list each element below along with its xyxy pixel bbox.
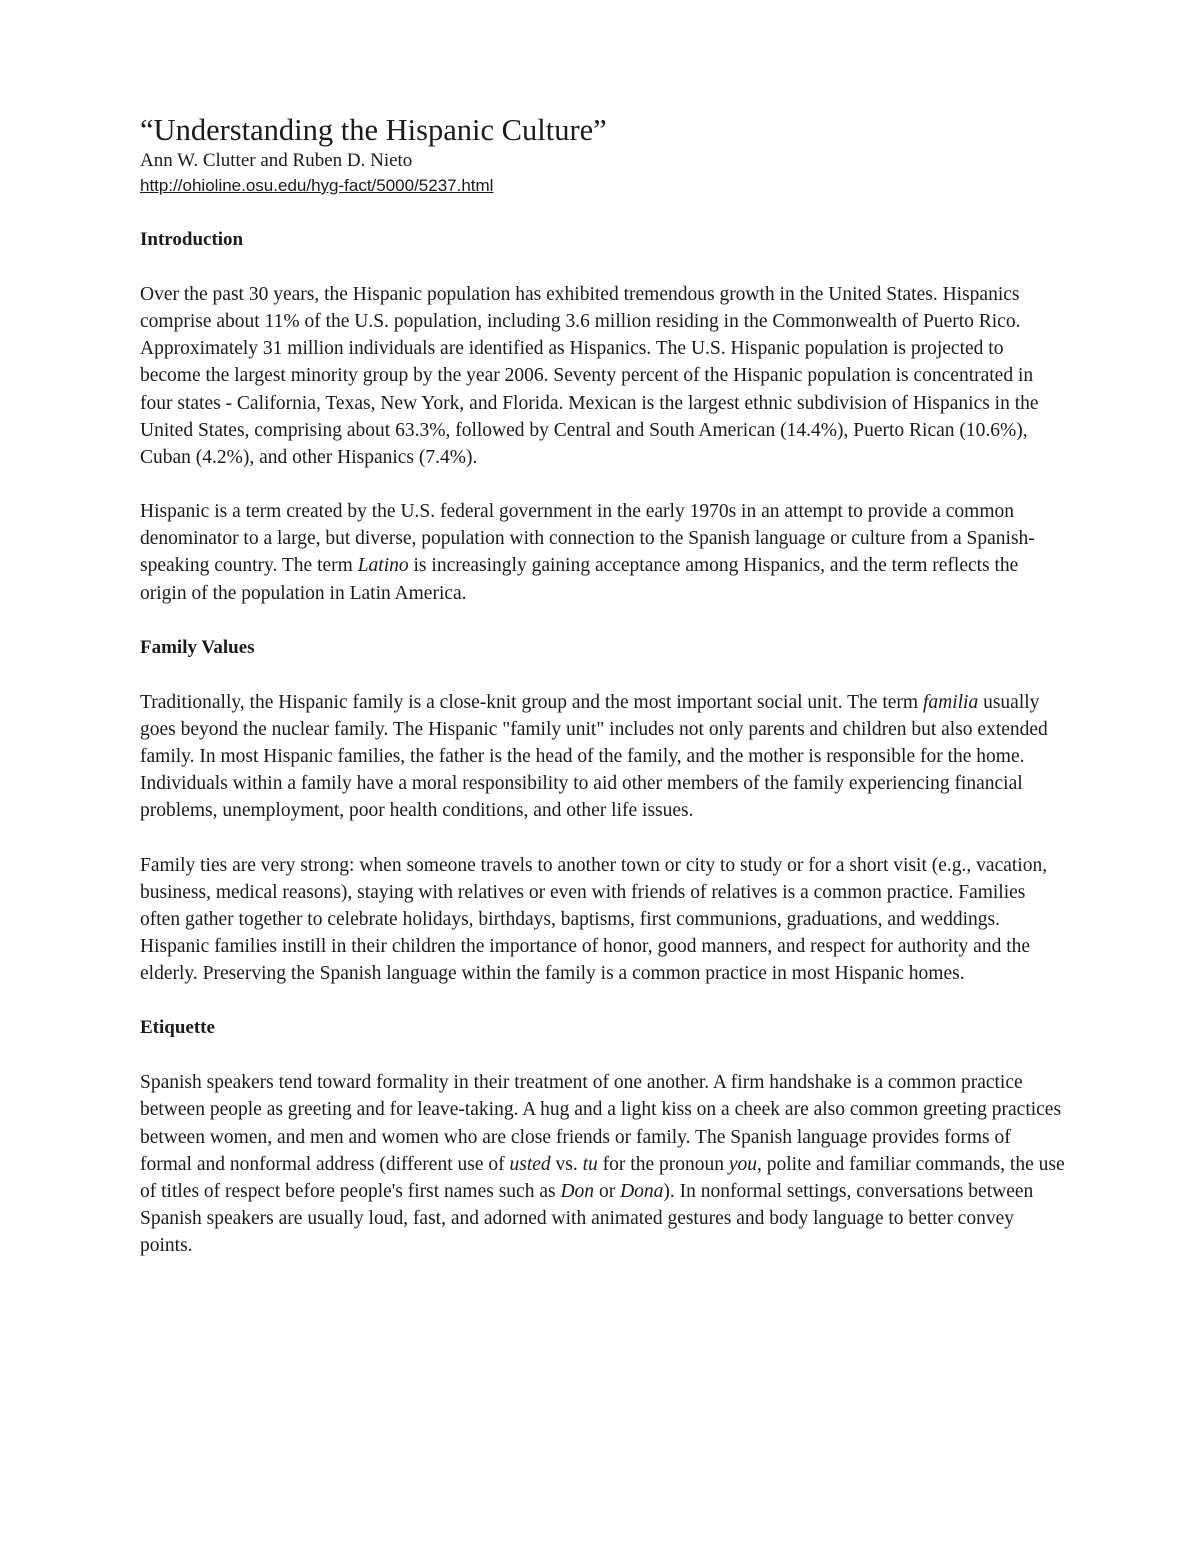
heading-etiquette: Etiquette [140,1017,215,1039]
emphasis-tu: tu [582,1153,598,1175]
intro-paragraph-2: Hispanic is a term created by the U.S. federal government in the early 1970s in an attempt to provide a common denominator to a large, but diverse, population with connection to the Spanish language or culture from a Spanish-speaking country. The term Latino is increasingly gaining acceptance among Hispanics, and the term reflects the origin of the population in Latin America. [140,501,1035,604]
document-body [140,112,1065,1259]
emphasis-dona: Dona [620,1180,664,1202]
emphasis-familia: familia [922,691,979,713]
heading-family-values: Family Values [140,636,255,658]
family-paragraph-2: Family ties are very strong: when someone travels to another town or city to study or for a short visit (e.g., vacation, business, medical reasons), staying with relatives or even with friends of relatives is a common practice. Families often gather together to celebrate holidays, birthdays, baptisms, first communions, graduations, and weddings. Hispanic families instill in their children the importance of honor, good manners, and respect for authority and the elderly. Preserving the Spanish language within the family is a common practice in most Hispanic homes. [140,854,1048,985]
emphasis-latino: Latino [357,555,409,577]
emphasis-don: Don [560,1180,595,1202]
etiquette-paragraph-1: Spanish speakers tend toward formality in their treatment of one another. A firm handshake is a common practice between people as greeting and for leave-taking. A hug and a light kiss on a cheek are also common greeting practices between women, and men and women who are close friends or family. The Spanish language provides forms of formal and nonformal address (different use of usted vs. tu for the pronoun you, polite and familiar commands, the use of titles of respect before people's first names such as Don or Dona). In nonformal settings, conversations between Spanish speakers are usually loud, fast, and adorned with animated gestures and body language to better convey points. [140,1072,1065,1257]
source-link[interactable]: http://ohioline.osu.edu/hyg-fact/5000/5237.html [140,176,494,195]
emphasis-you: you [728,1153,758,1175]
heading-introduction: Introduction [140,229,244,250]
intro-paragraph-1: Over the past 30 years, the Hispanic population has exhibited tremendous growth in the United States. Hispanics comprise about 11% of the U.S. population, including 3.6 million residing in the Commonwealth of Puerto Rico. Approximately 31 million individuals are identified as Hispanics. The U.S. Hispanic population is projected to become the largest minority group by the year 2006. Seventy percent of the Hispanic population is concentrated in four states - California, Texas, New York, and Florida. Mexican is the largest ethnic subdivision of Hispanics in the United States, comprising about 63.3%, followed by Central and South American (14.4%), Puerto Rican (10.6%), Cuban (4.2%), and other Hispanics (7.4%). [140,284,1039,468]
document-title: “Understanding the Hispanic Culture” [140,113,607,147]
emphasis-usted: usted [509,1153,551,1175]
document-authors: Ann W. Clutter and Ruben D. Nieto [140,150,413,171]
family-paragraph-1: Traditionally, the Hispanic family is a close-knit group and the most important social unit. The term familia usually goes beyond the nuclear family. The Hispanic "family unit" includes not only parents and children but also extended family. In most Hispanic families, the father is the head of the family, and the mother is responsible for the home. Individuals within a family have a moral responsibility to aid other members of the family experiencing financial problems, unemployment, poor health conditions, and other life issues. [140,691,1048,822]
